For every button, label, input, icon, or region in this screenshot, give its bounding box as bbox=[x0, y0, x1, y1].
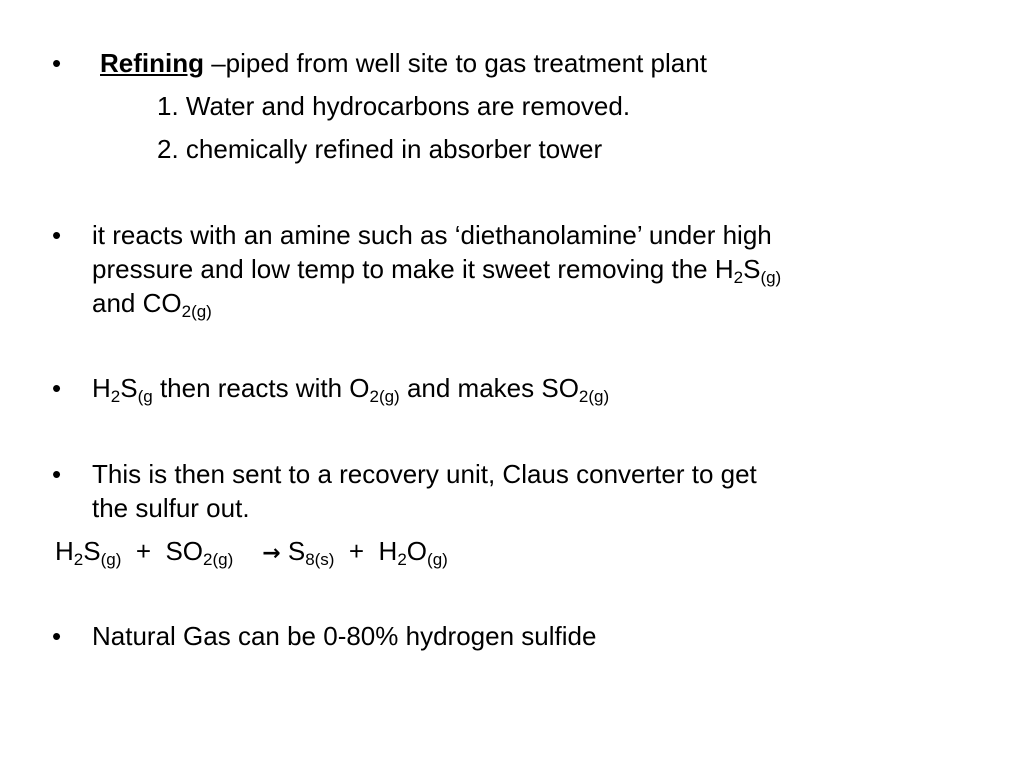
bullet-h2s-reaction: $H_2S_{(g}$ then reacts with $O_{2(g)}$ and makes $SO_{2(g)}$ bbox=[92, 373, 610, 406]
claus-line-1: This is then sent to a recovery unit, Claus converter to get bbox=[92, 459, 757, 489]
bullet-marker: • bbox=[52, 621, 62, 651]
refining-step-1: 1. Water and hydrocarbons are removed. bbox=[157, 91, 631, 121]
claus-line-2: the sulfur out. bbox=[92, 493, 250, 523]
bullet-marker: • bbox=[52, 48, 62, 78]
bullet-claus bbox=[92, 457, 982, 525]
amine-line-2: pressure and low temp to make it sweet removing the $H_2S_{(g)}$ bbox=[92, 254, 782, 287]
amine-line-3: and $CO_{2(g)}$ bbox=[92, 288, 212, 321]
refining-title: Refining bbox=[100, 48, 204, 78]
refining-step-2: 2. chemically refined in absorber tower bbox=[157, 134, 603, 164]
arrow-icon: → bbox=[262, 541, 281, 566]
bullet-amine bbox=[92, 218, 982, 320]
amine-line-1: it reacts with an amine such as ‘diethanolamine’ under high bbox=[92, 220, 772, 250]
bullet-refining bbox=[100, 46, 990, 80]
refining-description: –piped from well site to gas treatment plant bbox=[204, 48, 707, 78]
bullet-marker: • bbox=[52, 459, 62, 489]
claus-equation: $H_2S_{(g)} + SO_{2(g)}$ → $S_{8(s)} + H_2O_{(g)}$ bbox=[55, 536, 448, 569]
bullet-natural-gas: Natural Gas can be 0-80% hydrogen sulfide bbox=[92, 621, 597, 651]
bullet-marker: • bbox=[52, 373, 62, 403]
bullet-marker: • bbox=[52, 220, 62, 250]
